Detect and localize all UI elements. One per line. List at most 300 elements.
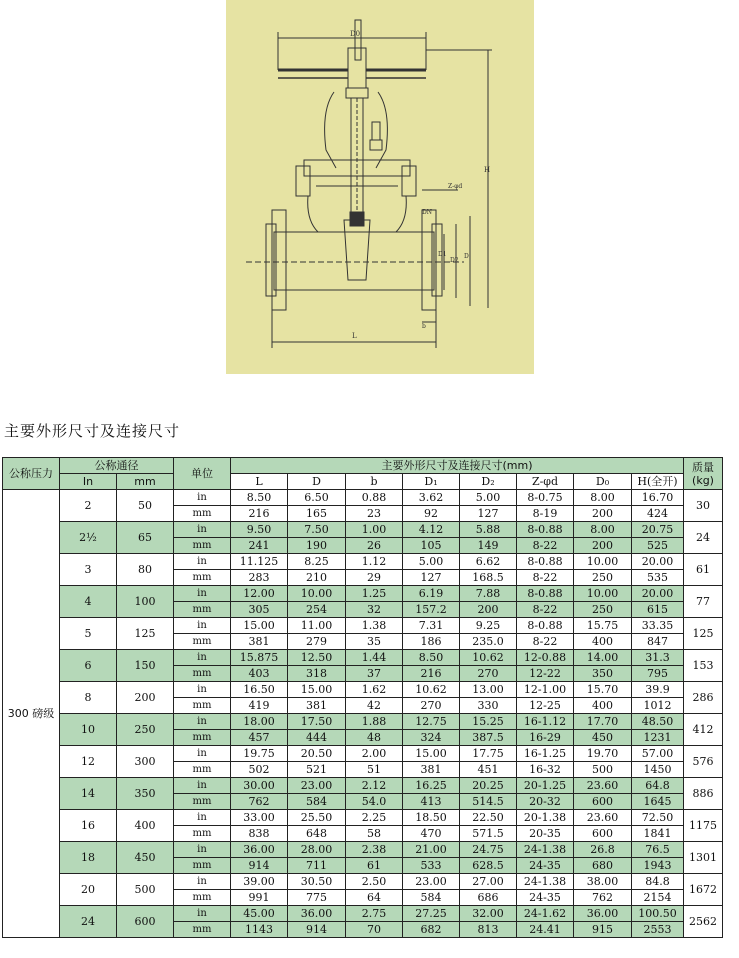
size-mm: 450	[117, 842, 174, 874]
value-in: 12-0.88	[517, 650, 574, 666]
value-in: 38.00	[574, 874, 632, 890]
value-in: 4.12	[403, 522, 460, 538]
value-in: 30.00	[231, 778, 288, 794]
value-mm: 24.41	[517, 922, 574, 938]
size-in: 6	[60, 650, 117, 682]
value-mm: 270	[403, 698, 460, 714]
value-mm: 915	[574, 922, 632, 938]
value-in: 16-1.25	[517, 746, 574, 762]
value-in: 36.00	[231, 842, 288, 858]
value-mm: 24-35	[517, 858, 574, 874]
value-mm: 584	[403, 890, 460, 906]
unit-mm: mm	[174, 698, 231, 714]
value-mm: 70	[346, 922, 403, 938]
header-dim-7: H(全开)	[632, 474, 684, 490]
unit-in: in	[174, 650, 231, 666]
value-mm: 648	[288, 826, 346, 842]
value-mm: 686	[460, 890, 517, 906]
value-mm: 16-32	[517, 762, 574, 778]
value-in: 1.44	[346, 650, 403, 666]
value-mm: 283	[231, 570, 288, 586]
value-in: 2.38	[346, 842, 403, 858]
value-in: 7.31	[403, 618, 460, 634]
value-in: 48.50	[632, 714, 684, 730]
value-mm: 216	[403, 666, 460, 682]
value-mm: 1450	[632, 762, 684, 778]
unit-mm: mm	[174, 730, 231, 746]
unit-mm: mm	[174, 858, 231, 874]
size-in: 5	[60, 618, 117, 650]
value-in: 8.50	[231, 490, 288, 506]
header-main-dimensions: 主要外形尺寸及连接尺寸(mm)	[231, 458, 684, 474]
value-in: 5.88	[460, 522, 517, 538]
header-dim-0: L	[231, 474, 288, 490]
mass-value: 286	[684, 682, 723, 714]
size-in: 2½	[60, 522, 117, 554]
dim-label-d0: D0	[350, 30, 361, 38]
value-mm: 20-32	[517, 794, 574, 810]
value-in: 12.00	[231, 586, 288, 602]
value-in: 23.60	[574, 810, 632, 826]
value-mm: 502	[231, 762, 288, 778]
value-in: 22.50	[460, 810, 517, 826]
value-in: 5.00	[403, 554, 460, 570]
value-in: 7.50	[288, 522, 346, 538]
value-in: 15.70	[574, 682, 632, 698]
value-mm: 680	[574, 858, 632, 874]
value-mm: 210	[288, 570, 346, 586]
unit-in: in	[174, 522, 231, 538]
size-mm: 300	[117, 746, 174, 778]
value-in: 15.25	[460, 714, 517, 730]
size-in: 8	[60, 682, 117, 714]
mass-value: 77	[684, 586, 723, 618]
header-dim-3: D₁	[403, 474, 460, 490]
unit-mm: mm	[174, 538, 231, 554]
value-in: 36.00	[574, 906, 632, 922]
mass-value: 412	[684, 714, 723, 746]
unit-in: in	[174, 682, 231, 698]
value-in: 9.50	[231, 522, 288, 538]
value-mm: 8-19	[517, 506, 574, 522]
value-in: 10.00	[574, 554, 632, 570]
value-in: 6.62	[460, 554, 517, 570]
value-in: 36.00	[288, 906, 346, 922]
value-in: 2.25	[346, 810, 403, 826]
value-mm: 105	[403, 538, 460, 554]
value-in: 20.00	[632, 586, 684, 602]
value-mm: 54.0	[346, 794, 403, 810]
value-mm: 8-22	[517, 602, 574, 618]
value-mm: 584	[288, 794, 346, 810]
value-mm: 8-22	[517, 570, 574, 586]
value-mm: 1943	[632, 858, 684, 874]
value-mm: 795	[632, 666, 684, 682]
dimension-table	[2, 457, 723, 938]
value-mm: 330	[460, 698, 517, 714]
value-in: 8.00	[574, 490, 632, 506]
value-mm: 628.5	[460, 858, 517, 874]
size-mm: 500	[117, 874, 174, 906]
unit-mm: mm	[174, 602, 231, 618]
value-mm: 571.5	[460, 826, 517, 842]
value-mm: 533	[403, 858, 460, 874]
mass-value: 2562	[684, 906, 723, 938]
unit-in: in	[174, 778, 231, 794]
value-mm: 762	[231, 794, 288, 810]
value-in: 1.12	[346, 554, 403, 570]
value-in: 18.50	[403, 810, 460, 826]
header-unit: 单位	[174, 458, 231, 490]
value-in: 19.75	[231, 746, 288, 762]
mass-value: 153	[684, 650, 723, 682]
value-in: 8-0.75	[517, 490, 574, 506]
value-mm: 26	[346, 538, 403, 554]
mass-value: 125	[684, 618, 723, 650]
value-mm: 914	[231, 858, 288, 874]
header-mass: 质量 (kg)	[684, 458, 723, 490]
size-in: 12	[60, 746, 117, 778]
value-in: 17.70	[574, 714, 632, 730]
size-in: 2	[60, 490, 117, 522]
value-mm: 127	[460, 506, 517, 522]
value-in: 20.75	[632, 522, 684, 538]
value-in: 12.50	[288, 650, 346, 666]
dim-label-d1: D1	[438, 251, 447, 258]
value-mm: 235.0	[460, 634, 517, 650]
value-in: 64.8	[632, 778, 684, 794]
value-mm: 35	[346, 634, 403, 650]
value-in: 19.70	[574, 746, 632, 762]
value-in: 20.25	[460, 778, 517, 794]
value-mm: 32	[346, 602, 403, 618]
value-mm: 23	[346, 506, 403, 522]
value-in: 12-1.00	[517, 682, 574, 698]
value-in: 24-1.38	[517, 842, 574, 858]
value-in: 1.25	[346, 586, 403, 602]
value-in: 9.25	[460, 618, 517, 634]
size-in: 3	[60, 554, 117, 586]
value-in: 20.50	[288, 746, 346, 762]
value-mm: 350	[574, 666, 632, 682]
value-in: 17.75	[460, 746, 517, 762]
size-mm: 400	[117, 810, 174, 842]
value-mm: 450	[574, 730, 632, 746]
value-in: 33.35	[632, 618, 684, 634]
value-in: 23.00	[403, 874, 460, 890]
value-in: 25.50	[288, 810, 346, 826]
unit-in: in	[174, 618, 231, 634]
value-in: 8.00	[574, 522, 632, 538]
value-mm: 157.2	[403, 602, 460, 618]
value-in: 8-0.88	[517, 618, 574, 634]
value-in: 39.9	[632, 682, 684, 698]
value-mm: 279	[288, 634, 346, 650]
value-in: 20-1.38	[517, 810, 574, 826]
pressure-class: 300 磅级	[3, 490, 60, 938]
value-in: 17.50	[288, 714, 346, 730]
header-size-in: In	[60, 474, 117, 490]
value-in: 10.62	[460, 650, 517, 666]
value-in: 100.50	[632, 906, 684, 922]
section-title: 主要外形尺寸及连接尺寸	[4, 422, 181, 440]
value-in: 15.00	[288, 682, 346, 698]
value-mm: 521	[288, 762, 346, 778]
unit-in: in	[174, 554, 231, 570]
value-mm: 381	[231, 634, 288, 650]
value-in: 20.00	[632, 554, 684, 570]
value-in: 8.25	[288, 554, 346, 570]
value-mm: 92	[403, 506, 460, 522]
header-dim-4: D₂	[460, 474, 517, 490]
value-mm: 1645	[632, 794, 684, 810]
value-mm: 1012	[632, 698, 684, 714]
value-mm: 847	[632, 634, 684, 650]
header-size-mm: mm	[117, 474, 174, 490]
value-mm: 200	[460, 602, 517, 618]
size-mm: 150	[117, 650, 174, 682]
mass-value: 61	[684, 554, 723, 586]
value-mm: 12-25	[517, 698, 574, 714]
value-mm: 8-22	[517, 538, 574, 554]
value-mm: 682	[403, 922, 460, 938]
value-mm: 270	[460, 666, 517, 682]
value-mm: 711	[288, 858, 346, 874]
value-in: 32.00	[460, 906, 517, 922]
unit-mm: mm	[174, 890, 231, 906]
value-mm: 51	[346, 762, 403, 778]
dim-label-b: b	[422, 323, 426, 330]
unit-in: in	[174, 906, 231, 922]
value-in: 1.88	[346, 714, 403, 730]
value-in: 45.00	[231, 906, 288, 922]
header-dim-5: Z-φd	[517, 474, 574, 490]
value-mm: 58	[346, 826, 403, 842]
value-mm: 37	[346, 666, 403, 682]
value-mm: 250	[574, 602, 632, 618]
unit-in: in	[174, 746, 231, 762]
value-in: 24-1.62	[517, 906, 574, 922]
unit-mm: mm	[174, 826, 231, 842]
value-in: 15.00	[403, 746, 460, 762]
value-in: 76.5	[632, 842, 684, 858]
value-mm: 254	[288, 602, 346, 618]
value-mm: 48	[346, 730, 403, 746]
value-in: 30.50	[288, 874, 346, 890]
value-in: 6.19	[403, 586, 460, 602]
value-in: 24.75	[460, 842, 517, 858]
value-mm: 762	[574, 890, 632, 906]
unit-mm: mm	[174, 506, 231, 522]
value-in: 28.00	[288, 842, 346, 858]
value-mm: 381	[288, 698, 346, 714]
mass-value: 1301	[684, 842, 723, 874]
value-mm: 42	[346, 698, 403, 714]
value-mm: 2553	[632, 922, 684, 938]
size-in: 16	[60, 810, 117, 842]
size-in: 10	[60, 714, 117, 746]
mass-value: 24	[684, 522, 723, 554]
value-in: 16.25	[403, 778, 460, 794]
size-mm: 65	[117, 522, 174, 554]
value-mm: 190	[288, 538, 346, 554]
dim-label-d: D	[464, 253, 469, 260]
gate-valve-drawing	[226, 0, 534, 374]
value-in: 8-0.88	[517, 522, 574, 538]
value-in: 33.00	[231, 810, 288, 826]
size-in: 14	[60, 778, 117, 810]
value-in: 8-0.88	[517, 554, 574, 570]
value-in: 84.8	[632, 874, 684, 890]
value-in: 26.8	[574, 842, 632, 858]
value-in: 10.00	[288, 586, 346, 602]
value-mm: 413	[403, 794, 460, 810]
value-in: 27.25	[403, 906, 460, 922]
value-in: 16.70	[632, 490, 684, 506]
value-in: 11.125	[231, 554, 288, 570]
value-mm: 403	[231, 666, 288, 682]
value-mm: 318	[288, 666, 346, 682]
unit-in: in	[174, 586, 231, 602]
size-mm: 50	[117, 490, 174, 522]
value-mm: 1841	[632, 826, 684, 842]
mass-value: 1672	[684, 874, 723, 906]
value-mm: 400	[574, 698, 632, 714]
unit-mm: mm	[174, 794, 231, 810]
unit-in: in	[174, 490, 231, 506]
value-in: 20-1.25	[517, 778, 574, 794]
value-in: 8-0.88	[517, 586, 574, 602]
value-in: 21.00	[403, 842, 460, 858]
value-mm: 216	[231, 506, 288, 522]
mass-value: 30	[684, 490, 723, 522]
value-mm: 400	[574, 634, 632, 650]
value-in: 2.00	[346, 746, 403, 762]
unit-in: in	[174, 842, 231, 858]
value-mm: 200	[574, 506, 632, 522]
dim-label-h: H	[484, 166, 491, 174]
value-mm: 600	[574, 794, 632, 810]
size-in: 24	[60, 906, 117, 938]
header-dim-2: b	[346, 474, 403, 490]
value-mm: 250	[574, 570, 632, 586]
value-mm: 914	[288, 922, 346, 938]
value-mm: 991	[231, 890, 288, 906]
dim-label-d2: D2	[450, 257, 459, 264]
unit-in: in	[174, 714, 231, 730]
value-in: 15.75	[574, 618, 632, 634]
value-mm: 615	[632, 602, 684, 618]
value-in: 13.00	[460, 682, 517, 698]
mass-value: 576	[684, 746, 723, 778]
value-in: 11.00	[288, 618, 346, 634]
value-mm: 381	[403, 762, 460, 778]
value-mm: 813	[460, 922, 517, 938]
dim-label-dn: DN	[422, 209, 433, 216]
value-in: 0.88	[346, 490, 403, 506]
value-in: 24-1.38	[517, 874, 574, 890]
value-mm: 838	[231, 826, 288, 842]
unit-mm: mm	[174, 922, 231, 938]
value-mm: 165	[288, 506, 346, 522]
size-in: 4	[60, 586, 117, 618]
value-in: 10.62	[403, 682, 460, 698]
value-in: 3.62	[403, 490, 460, 506]
value-mm: 470	[403, 826, 460, 842]
unit-mm: mm	[174, 762, 231, 778]
size-mm: 600	[117, 906, 174, 938]
value-mm: 451	[460, 762, 517, 778]
value-in: 10.00	[574, 586, 632, 602]
value-in: 8.50	[403, 650, 460, 666]
value-mm: 24-35	[517, 890, 574, 906]
dim-label-l: L	[352, 332, 357, 340]
value-mm: 127	[403, 570, 460, 586]
value-mm: 8-22	[517, 634, 574, 650]
value-mm: 535	[632, 570, 684, 586]
value-mm: 1143	[231, 922, 288, 938]
value-in: 1.62	[346, 682, 403, 698]
value-mm: 305	[231, 602, 288, 618]
value-mm: 20-35	[517, 826, 574, 842]
size-in: 18	[60, 842, 117, 874]
value-mm: 29	[346, 570, 403, 586]
dim-label-zd: Z-φd	[448, 183, 463, 190]
unit-mm: mm	[174, 634, 231, 650]
value-mm: 1231	[632, 730, 684, 746]
value-mm: 387.5	[460, 730, 517, 746]
value-in: 15.00	[231, 618, 288, 634]
value-in: 1.00	[346, 522, 403, 538]
value-mm: 241	[231, 538, 288, 554]
size-mm: 80	[117, 554, 174, 586]
value-mm: 457	[231, 730, 288, 746]
value-mm: 64	[346, 890, 403, 906]
value-mm: 514.5	[460, 794, 517, 810]
unit-mm: mm	[174, 570, 231, 586]
value-in: 23.00	[288, 778, 346, 794]
value-mm: 61	[346, 858, 403, 874]
value-mm: 16-29	[517, 730, 574, 746]
size-mm: 200	[117, 682, 174, 714]
value-in: 72.50	[632, 810, 684, 826]
header-nominal-size: 公称通径	[60, 458, 174, 474]
value-mm: 500	[574, 762, 632, 778]
value-in: 1.38	[346, 618, 403, 634]
value-mm: 324	[403, 730, 460, 746]
mass-value: 886	[684, 778, 723, 810]
value-mm: 525	[632, 538, 684, 554]
unit-in: in	[174, 810, 231, 826]
value-in: 12.75	[403, 714, 460, 730]
value-mm: 600	[574, 826, 632, 842]
value-in: 15.875	[231, 650, 288, 666]
value-in: 5.00	[460, 490, 517, 506]
header-dim-6: D₀	[574, 474, 632, 490]
size-mm: 100	[117, 586, 174, 618]
value-mm: 149	[460, 538, 517, 554]
value-in: 27.00	[460, 874, 517, 890]
value-mm: 424	[632, 506, 684, 522]
value-in: 2.12	[346, 778, 403, 794]
value-mm: 168.5	[460, 570, 517, 586]
value-in: 57.00	[632, 746, 684, 762]
value-in: 6.50	[288, 490, 346, 506]
unit-in: in	[174, 874, 231, 890]
value-in: 2.75	[346, 906, 403, 922]
value-mm: 419	[231, 698, 288, 714]
value-mm: 186	[403, 634, 460, 650]
